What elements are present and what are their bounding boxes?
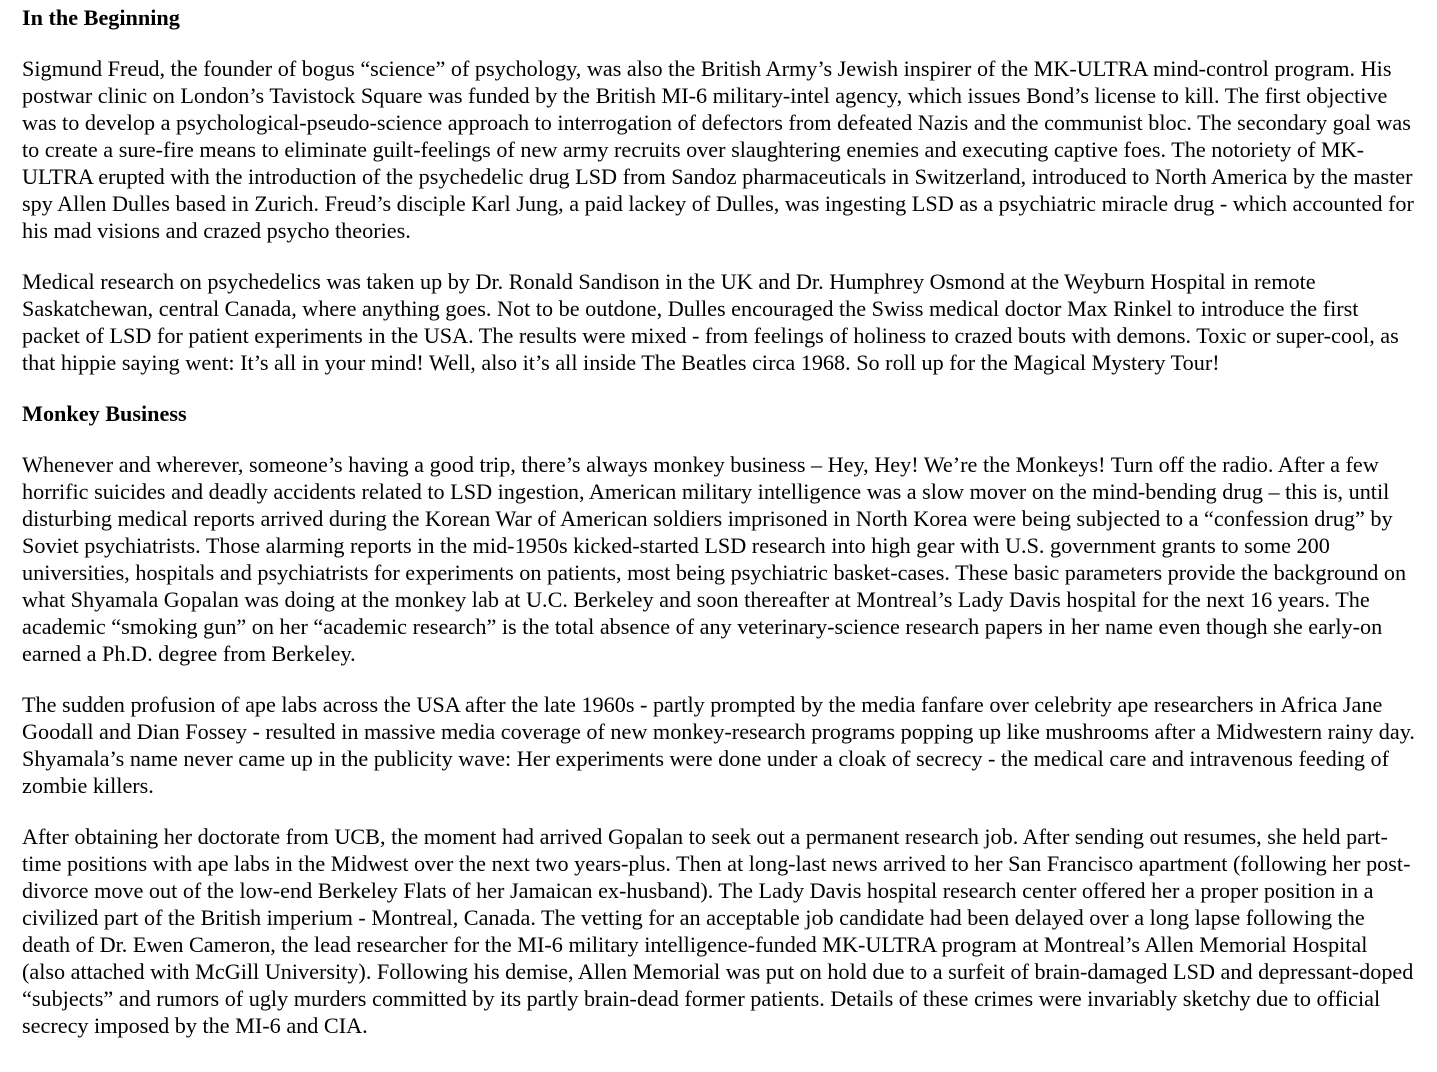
section-heading: Monkey Business [22, 401, 187, 426]
paragraph: After obtaining her doctorate from UCB, the moment had arrived Gopalan to seek out a permanent research job. After sending out resumes, she held part-time positions with ape labs in the Midwest over the next two years-plus. Then at long-last news arrived to her San Francisco apartment (following her post-divorce move out of the low-end Berkeley Flats of her Jamaican ex-husband). The Lady Davis hospital research center offered her a proper position in a civilized part of the British imperium - Montreal, Canada. The vetting for an acceptable job candidate had been delayed over a long lapse following the death of Dr. Ewen Cameron, the lead researcher for the MI-6 military intelligence-funded MK-ULTRA program at Montreal’s Allen Memorial Hospital (also attached with McGill University). Following his demise, Allen Memorial was put on hold due to a surfeit of brain-damaged LSD and depressant-doped “subjects” and rumors of ugly murders committed by its partly brain-dead former patients. Details of these crimes were invariably sketchy due to official secrecy imposed by the MI-6 and CIA. [22, 824, 1414, 1038]
paragraph: The sudden profusion of ape labs across the USA after the late 1960s - partly prompted by the media fanfare over celebrity ape researchers in Africa Jane Goodall and Dian Fossey - resulted in massive media coverage of new monkey-research programs popping up like mushrooms after a Midwestern rainy day. Shyamala’s name never came up in the publicity wave: Her experiments were done under a cloak of secrecy - the medical care and intravenous feeding of zombie killers. [22, 692, 1415, 798]
paragraph: Medical research on psychedelics was taken up by Dr. Ronald Sandison in the UK and Dr. Humphrey Osmond at the Weyburn Hospital in remote Saskatchewan, central Canada, where anything goes. Not to be outdone, Dulles encouraged the Swiss medical doctor Max Rinkel to introduce the first packet of LSD for patient experiments in the USA. The results were mixed - from feelings of holiness to crazed bouts with demons. Toxic or super-cool, as that hippie saying went: It’s all in your mind! Well, also it’s all inside The Beatles circa 1968. So roll up for the Magical Mystery Tour! [22, 269, 1399, 375]
paragraph: Whenever and wherever, someone’s having a good trip, there’s always monkey business – Hey, Hey! We’re the Monkeys! Turn off the radio. After a few horrific suicides and deadly accidents related to LSD ingestion, American military intelligence was a slow mover on the mind-bending drug – this is, until disturbing medical reports arrived during the Korean War of American soldiers imprisoned in North Korea were being subjected to a “confession drug” by Soviet psychiatrists. Those alarming reports in the mid-1950s kicked-started LSD research into high gear with U.S. government grants to some 200 universities, hospitals and psychiatrists for experiments on patients, most being psychiatric basket-cases. These basic parameters provide the background on what Shyamala Gopalan was doing at the monkey lab at U.C. Berkeley and soon thereafter at Montreal’s Lady Davis hospital for the next 16 years. The academic “smoking gun” on her “academic research” is the total absence of any veterinary-science research papers in her name even though she early-on earned a Ph.D. degree from Berkeley. [22, 452, 1407, 666]
paragraph: Sigmund Freud, the founder of bogus “science” of psychology, was also the British Army’s Jewish inspirer of the MK-ULTRA mind-control program. His postwar clinic on London’s Tavistock Square was funded by the British MI-6 military-intel agency, which issues Bond’s license to kill. The first objective was to develop a psychological-pseudo-science approach to interrogation of defectors from defeated Nazis and the communist bloc. The secondary goal was to create a sure-fire means to eliminate guilt-feelings of new army recruits over slaughtering enemies and executing captive foes. The notoriety of MK-ULTRA erupted with the introduction of the psychedelic drug LSD from Sandoz pharmaceuticals in Switzerland, introduced to North America by the master spy Allen Dulles based in Zurich. Freud’s disciple Karl Jung, a paid lackey of Dulles, was ingesting LSD as a psychiatric miracle drug - which accounted for his mad visions and crazed psycho theories. [22, 56, 1414, 243]
section-heading: In the Beginning [22, 5, 180, 30]
